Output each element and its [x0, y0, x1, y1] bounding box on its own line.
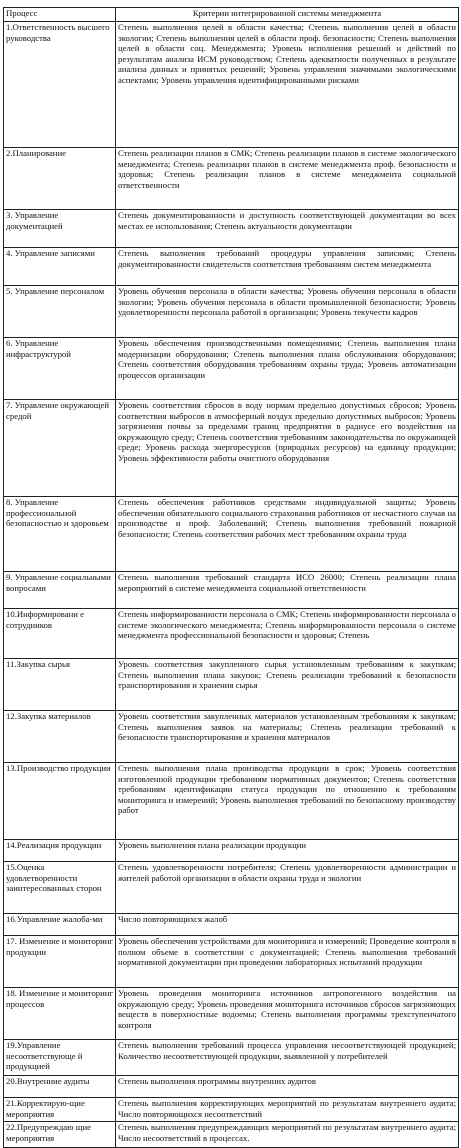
criteria-cell: Уровень соответствия сбросов в воду нормам предельно допустимых сбросов; Уровень соответствия выбросов в атмосферный воздух предельно допустимых выбросов; Уровень загрязнения почвы за пределами границ предприятия в радиусе его воздействия на окружающую среду; Степень соответствия требованиям законодательства по окружающей среде; Уровень расхода энергоресурсов (природных ресурсов) на единицу продукции; Уровень эффективности работы очистного оборудования [116, 400, 459, 497]
process-cell: 3. Управление документацией [4, 210, 116, 248]
table-row [4, 22, 459, 148]
criteria-cell: Степень реализации планов в СМК; Степень реализации планов в системе экологического менеджмента; Степень реализации планов в системе менеджмента проф. безопасности и здоровья; Степень реализации планов в системе менеджмента социальной ответственности [116, 148, 459, 210]
criteria-cell: Уровень выполнения плана реализации продукции [116, 840, 459, 862]
table-row [4, 711, 459, 763]
table-row [4, 1098, 459, 1122]
process-cell: 9. Управление социальными вопросами [4, 572, 116, 609]
criteria-cell: Степень документированности и доступность соответствующей документации во всех местах ее использования; Степень актуальности документации [116, 210, 459, 248]
criteria-table [3, 7, 459, 1148]
process-cell: 7. Управление окружающей средой [4, 400, 116, 497]
criteria-cell: Степень выполнения целей в области качества; Степень выполнения целей в области экологии; Степень выполнения целей в области проф. безопасности; Степень выполнения целей в области соц. Менеджмента; Уровень исполнения решений и действий по результатам анализа ИСМ руководством; Степень адекватности полученных в результате анализа данных и принятых решений; Уровень управления значимыми экологическими аспектами; Уровень управления идентифицированными рисками [116, 22, 459, 148]
process-cell: 19.Управление несоответствующе й продукцией [4, 1040, 116, 1076]
criteria-cell: Уровень соответствия закупленного сырья установленным требованиям к закупкам; Степень выполнения плана закупок; Степень реализации требований к безопасности транспортирования и хранения сырья [116, 659, 459, 711]
process-cell: 22.Предупреждаю щие мероприятия [4, 1122, 116, 1148]
process-cell: 18. Изменение и мониторинг процессов [4, 988, 116, 1040]
criteria-cell: Степень выполнения корректирующих мероприятий по результатам внутреннего аудита; Число повторяющихся несоответствий [116, 1098, 459, 1122]
table-header-row [4, 8, 459, 22]
table-row [4, 988, 459, 1040]
header-process: Процесс [4, 8, 116, 22]
table-row [4, 862, 459, 914]
table-row [4, 1040, 459, 1076]
process-cell: 5. Управление персоналом [4, 286, 116, 338]
process-cell: 15.Оценка удовлетворенности заинтересованных сторон [4, 862, 116, 914]
process-cell: 10.Информировани е сотрудников [4, 609, 116, 659]
criteria-cell: Уровень соответствия закупленных материалов установленным требованиям к закупкам; Степень выполнения заявок на материалы; Степень реализации требований к безопасности транспортирования и хранения материалов [116, 711, 459, 763]
criteria-cell: Степень выполнения требований стандарта ИСО 26000; Степень реализации плана мероприятий в системе менеджмента социальной ответственности [116, 572, 459, 609]
process-cell: 21.Корректирую-щие мероприятия [4, 1098, 116, 1122]
table-row [4, 763, 459, 840]
process-cell: 13.Производство продукции [4, 763, 116, 840]
table-row [4, 210, 459, 248]
criteria-cell: Уровень обеспечения устройствами для мониторинга и измерений; Проведение контроля в полном объеме в соответствии с документацией; Степень выполнения требований нормативной документации при проведении лабораторных испытаний продукции [116, 936, 459, 988]
table-row [4, 936, 459, 988]
table-row [4, 1076, 459, 1098]
header-criteria: Критерии интегрированной системы менеджмента [116, 8, 459, 22]
process-cell: 20.Внутренние аудиты [4, 1076, 116, 1098]
table-row [4, 914, 459, 936]
process-cell: 1.Ответственность высшего руководства [4, 22, 116, 148]
table-row [4, 497, 459, 572]
criteria-cell: Уровень обучения персонала в области качества; Уровень обучения персонала в области экологии; Уровень обучения персонала в области промышленной безопасности; Уровень удовлетворенности персонала работой в организации; Уровень текучести кадров [116, 286, 459, 338]
process-cell: 14.Реализация продукции [4, 840, 116, 862]
table-row [4, 148, 459, 210]
process-cell: 6. Управление инфраструктурой [4, 338, 116, 400]
criteria-cell: Степень выполнения плана производства продукции в срок; Уровень соответствия изготовленной продукции требованиям нормативных документов; Степень соответствия требованиям идентификации статуса продукции по отношению к требованиям мониторинга и измерений; Уровень выполнения требований по безопасному производству работ [116, 763, 459, 840]
table-row [4, 338, 459, 400]
criteria-cell: Степень информированности персонала о СМК; Степень информированности персонала о системе экологического менеджмента; Степень информированности персонала о системе менеджмента профессиональной безопасности и здоровья; Степень [116, 609, 459, 659]
criteria-cell: Степень удовлетворенности потребителя; Степень удовлетворенности администрации и жителей работой организации в области охраны труда и экологии [116, 862, 459, 914]
criteria-cell: Уровень обеспечения производственными помещениями; Степень выполнения плана модернизации оборудования; Степень выполнения плана обслуживания оборудования; Степень соответствия оборудования требованиям охраны труда; Уровень автоматизации процессов организации [116, 338, 459, 400]
table-row [4, 840, 459, 862]
process-cell: 2.Планирование [4, 148, 116, 210]
process-cell: 17. Изменение и мониторинг продукции [4, 936, 116, 988]
criteria-cell: Степень выполнения требований процедуры управления записями; Степень документированности свидетельств соответствия требованиям систем менеджмента [116, 248, 459, 286]
process-cell: 4. Управление записями [4, 248, 116, 286]
process-cell: 8. Управление профессиональной безопасностью и здоровьем [4, 497, 116, 572]
table-row [4, 1122, 459, 1148]
criteria-cell: Степень выполнения требований процесса управления несоответствующей продукцией; Количество несоответствующей продукции, выявленной у потребителей [116, 1040, 459, 1076]
criteria-cell: Степень обеспечения работников средствами индивидуальной защиты; Уровень обеспечения обязательного социального страхования работников от несчастного случая на производстве и проф. Заболеваний; Степень выполнения требований пожарной безопасности; Степень соответствия рабочих мест требованиям охраны труда [116, 497, 459, 572]
process-cell: 16.Управление жалоба-ми [4, 914, 116, 936]
criteria-cell: Число повторяющихся жалоб [116, 914, 459, 936]
table-row [4, 400, 459, 497]
table-row [4, 609, 459, 659]
table-row [4, 659, 459, 711]
criteria-cell: Степень выполнения программы внутренних аудитов [116, 1076, 459, 1098]
criteria-cell: Уровень проведения мониторинга источников антропогенного воздействия на окружающую среду; Уровень проведения мониторинга источников сбросов загрязняющих веществ в поверхностные водоемы; Степень выполнения программы трехступенчатого контроля [116, 988, 459, 1040]
table-row [4, 572, 459, 609]
table-row [4, 248, 459, 286]
criteria-cell: Степень выполнения предупреждающих мероприятий по результатам внутреннего аудита; Число несоответствий в процессах. [116, 1122, 459, 1148]
table-body [4, 22, 459, 1148]
process-cell: 11.Закупка сырья [4, 659, 116, 711]
table-row [4, 286, 459, 338]
process-cell: 12.Закупка материалов [4, 711, 116, 763]
